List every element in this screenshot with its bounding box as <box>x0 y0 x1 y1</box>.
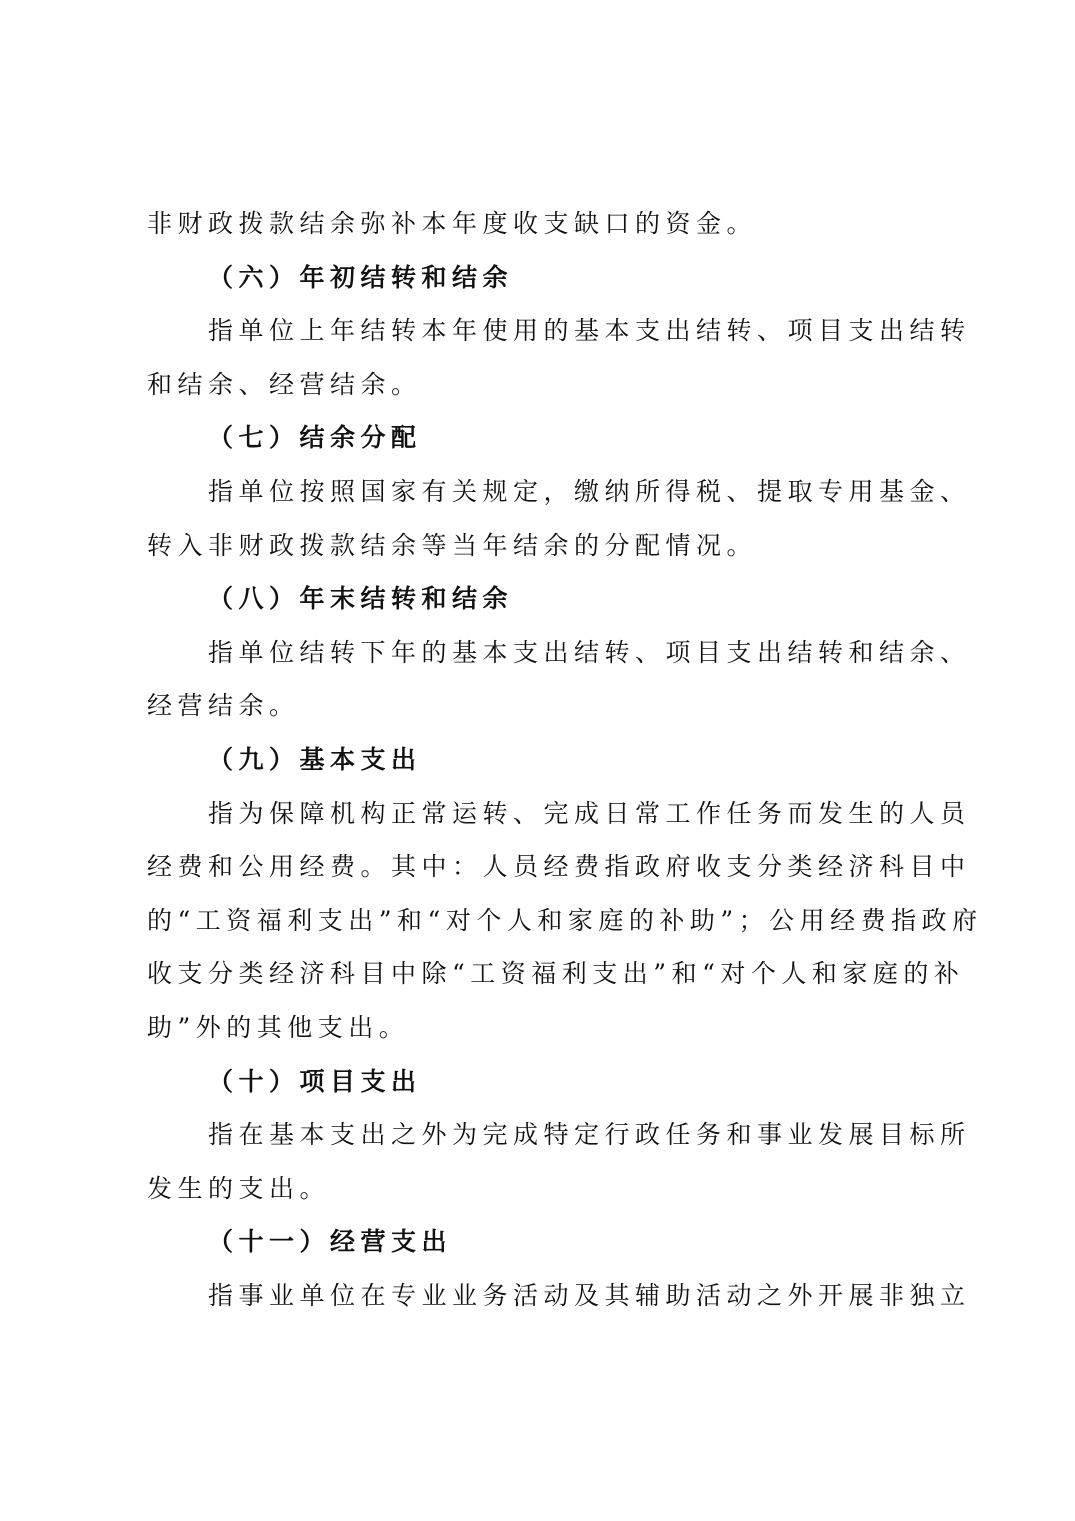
section-heading-6: （六）年初结转和结余 <box>208 262 514 292</box>
body-text-line: 指单位上年结转本年使用的基本支出结转、项目支出结转 <box>208 316 971 346</box>
section-heading-7: （七）结余分配 <box>208 423 422 453</box>
body-text-line: 指在基本支出之外为完成特定行政任务和事业发展目标所 <box>208 1120 971 1150</box>
body-text-line: 经营结余。 <box>147 691 300 721</box>
body-text-line: 的“工资福利支出”和“对个人和家庭的补助”；公用经费指政府 <box>147 905 983 935</box>
section-heading-11: （十一）经营支出 <box>208 1227 453 1257</box>
body-text-line: 指事业单位在专业业务活动及其辅助活动之外开展非独立 <box>208 1280 971 1310</box>
body-text-line: 指单位按照国家有关规定，缴纳所得税、提取专用基金、 <box>208 476 971 506</box>
section-heading-8: （八）年末结转和结余 <box>208 584 514 614</box>
body-text-line: 发生的支出。 <box>147 1173 331 1203</box>
body-text-line: 经费和公用经费。其中：人员经费指政府收支分类经济科目中 <box>147 852 971 882</box>
body-text-line: 助”外的其他支出。 <box>147 1012 410 1042</box>
section-heading-10: （十）项目支出 <box>208 1066 422 1096</box>
body-text-line: 指为保障机构正常运转、完成日常工作任务而发生的人员 <box>208 798 971 828</box>
body-text-line: 和结余、经营结余。 <box>147 369 422 399</box>
document-page <box>147 197 983 1322</box>
section-heading-9: （九）基本支出 <box>208 744 422 774</box>
body-text-line: 非财政拨款结余弥补本年度收支缺口的资金。 <box>147 209 758 238</box>
body-text-line: 转入非财政拨款结余等当年结余的分配情况。 <box>147 530 758 560</box>
body-text-line: 指单位结转下年的基本支出结转、项目支出结转和结余、 <box>208 637 971 667</box>
body-text-line: 收支分类经济科目中除“工资福利支出”和“对个人和家庭的补 <box>147 959 965 989</box>
